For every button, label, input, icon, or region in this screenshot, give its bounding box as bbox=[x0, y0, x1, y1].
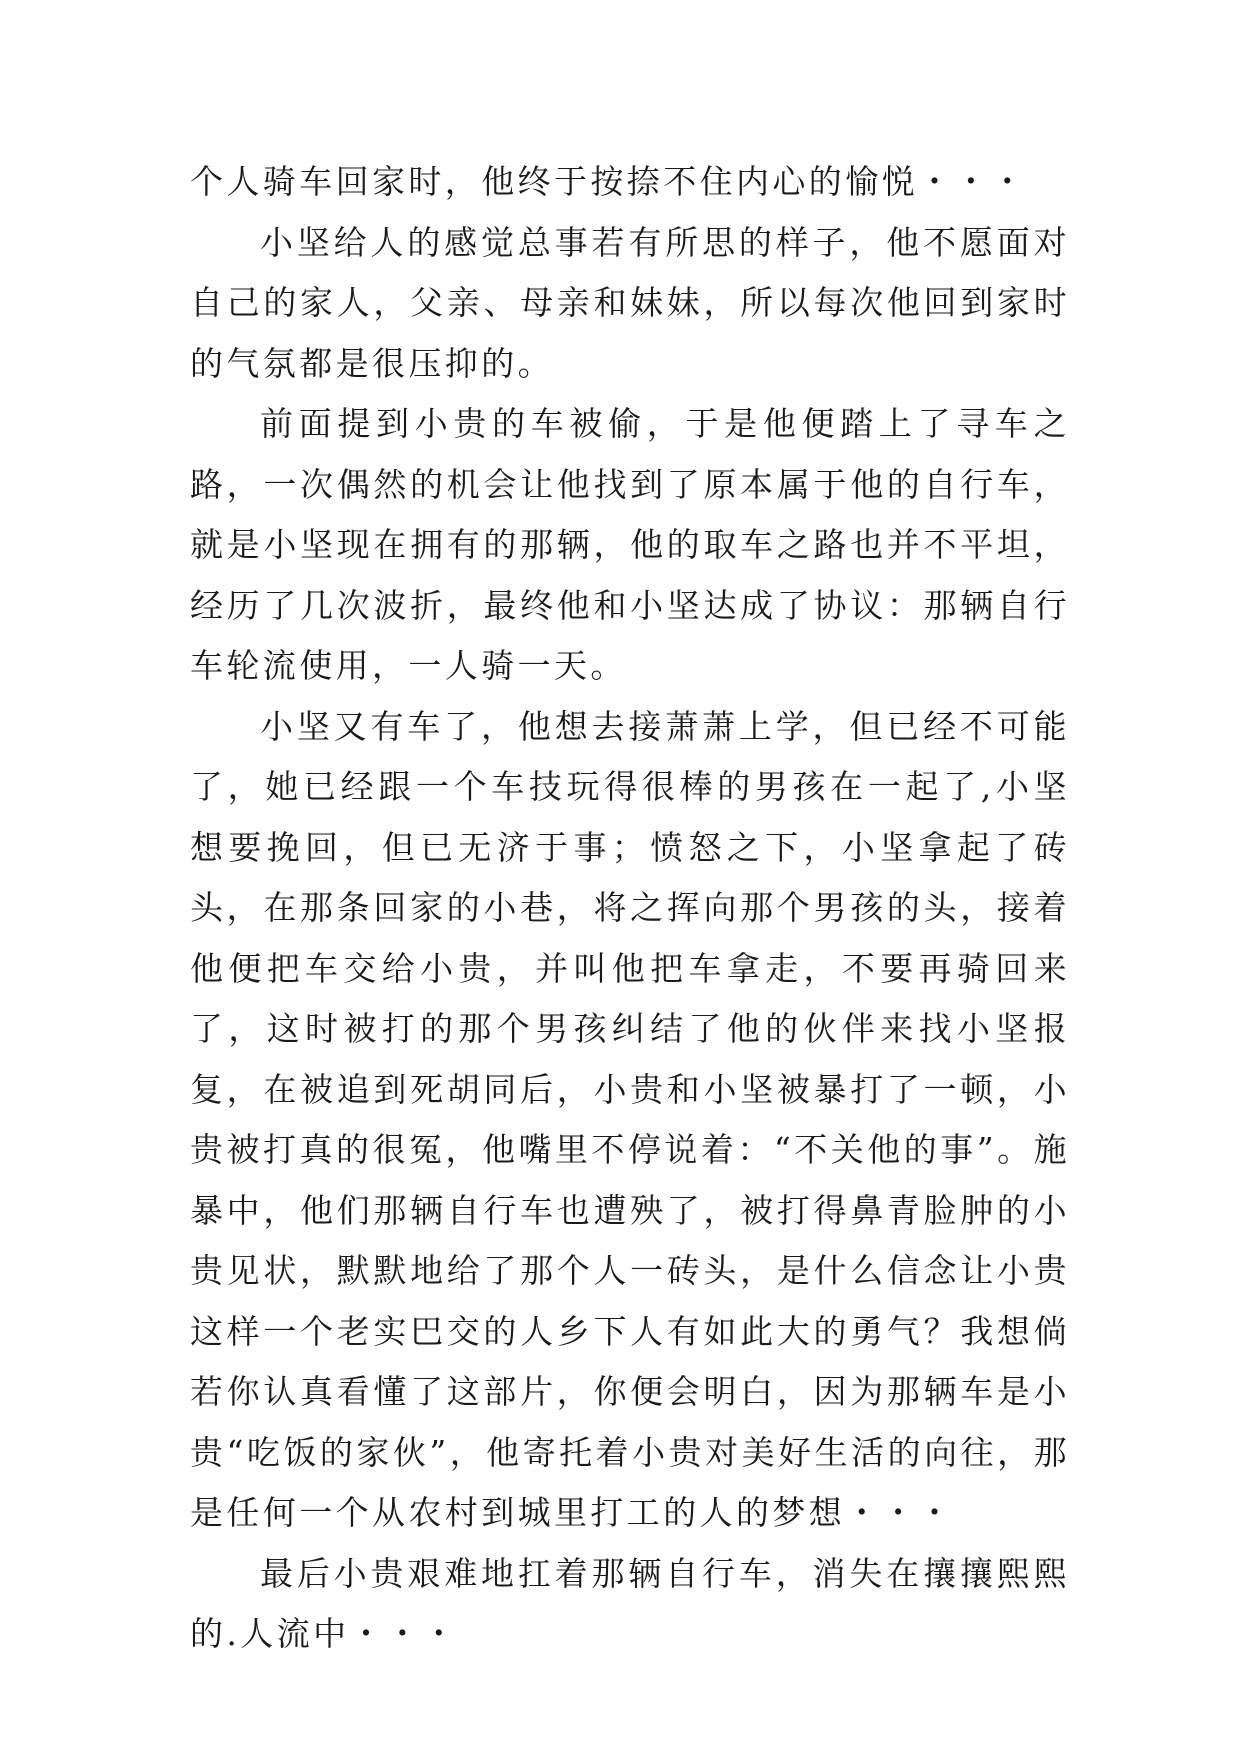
paragraph-3: 前面提到小贵的车被偷，于是他便踏上了寻车之路，一次偶然的机会让他找到了原本属于他的自行车，就是小坚现在拥有的那辆，他的取车之路也并不平坦，经历了几次波折，最终他和小坚达成了协议：那辆自行车轮流使用，一人骑一天。 bbox=[190, 404, 1070, 685]
document-body bbox=[190, 152, 1070, 1665]
paragraph-4: 小坚又有车了，他想去接萧萧上学，但已经不可能了，她已经跟一个车技玩得很棒的男孩在一起了,小坚想要挽回，但已无济于事；愤怒之下，小坚拿起了砖头，在那条回家的小巷，将之挥向那个男孩的头，接着他便把车交给小贵，并叫他把车拿走，不要再骑回来了，这时被打的那个男孩纠结了他的伙伴来找小坚报复，在被追到死胡同后，小贵和小坚被暴打了一顿，小贵被打真的很冤，他嘴里不停说着：“不关他的事”。施暴中，他们那辆自行车也遭殃了，被打得鼻青脸肿的小贵见状，默默地给了那个人一砖头，是什么信念让小贵这样一个老实巴交的人乡下人有如此大的勇气？我想倘若你认真看懂了这部片，你便会明白，因为那辆车是小贵“吃饭的家伙”，他寄托着小贵对美好生活的向往，那是任何一个从农村到城里打工的人的梦想・・・ bbox=[190, 706, 1070, 1532]
paragraph-1: 个人骑车回家时，他终于按捺不住内心的愉悦・・・ bbox=[190, 162, 1028, 201]
paragraph-2: 小坚给人的感觉总事若有所思的样子，他不愿面对自己的家人，父亲、母亲和妹妹，所以每次他回到家时的气氛都是很压抑的。 bbox=[190, 222, 1070, 383]
paragraph-5: 最后小贵艰难地扛着那辆自行车，消失在攘攘熙熙的.人流中・・・ bbox=[190, 1553, 1070, 1653]
